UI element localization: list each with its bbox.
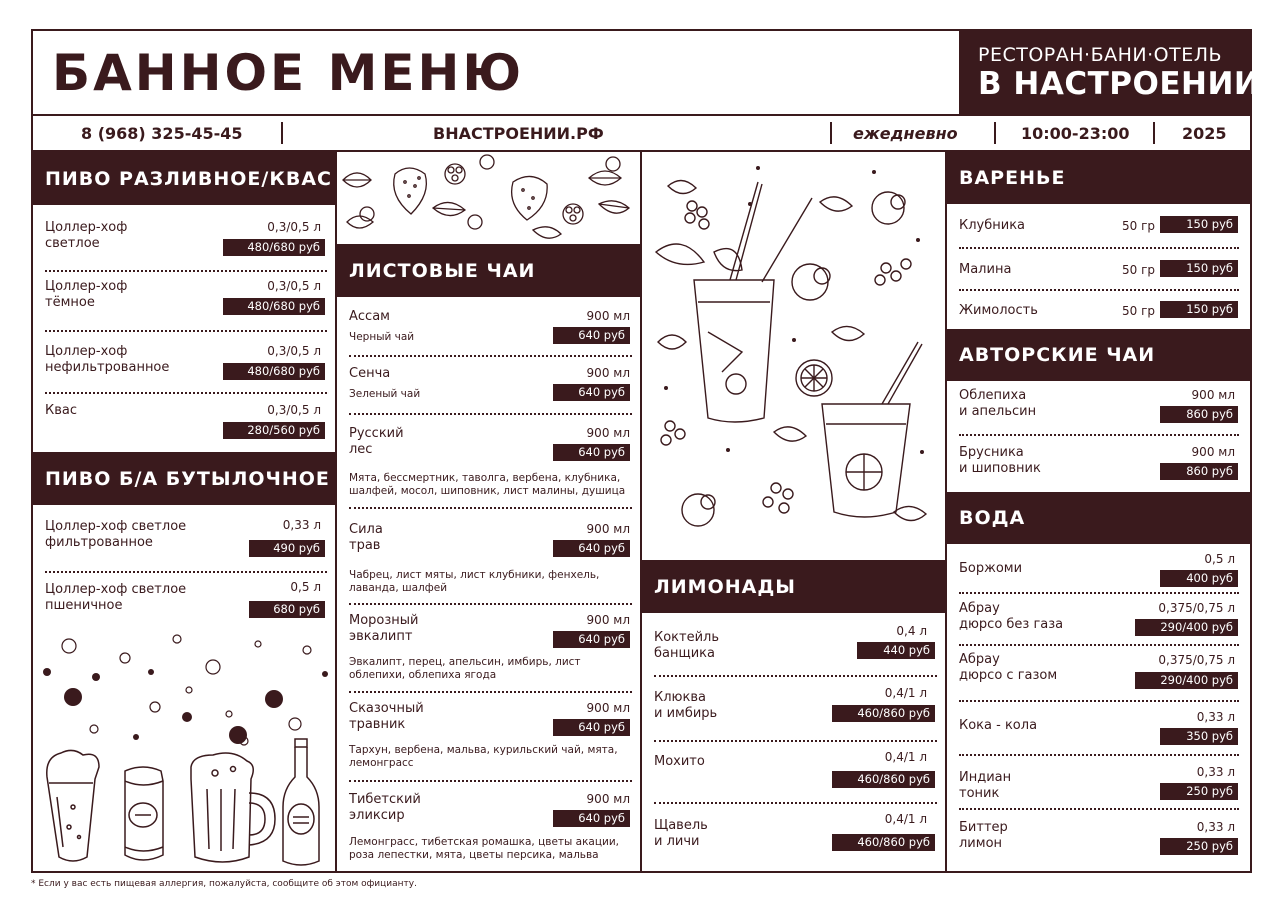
item-name: Кока - кола bbox=[959, 718, 1038, 733]
info-separator bbox=[281, 122, 283, 144]
item-volume: 900 мл bbox=[586, 426, 630, 440]
item-volume: 0,5 л bbox=[290, 580, 321, 594]
item-price: 460/860 руб bbox=[832, 771, 935, 788]
item-price: 640 руб bbox=[553, 384, 630, 401]
list-item bbox=[642, 686, 945, 731]
item-volume: 0,4 л bbox=[896, 624, 927, 638]
item-price: 640 руб bbox=[553, 631, 630, 648]
item-name: Ассам bbox=[349, 309, 390, 324]
item-price: 640 руб bbox=[553, 444, 630, 461]
item-volume: 0,3/0,5 л bbox=[267, 403, 321, 417]
list-item bbox=[337, 309, 640, 349]
item-price: 490 руб bbox=[249, 540, 325, 557]
item-name: Русский лес bbox=[349, 426, 404, 457]
page-title: БАННОЕ МЕНЮ bbox=[52, 44, 525, 102]
item-description: Лемонграсс, тибетская ромашка, цветы акации, роза лепестки, мята, цветы персика, мальва bbox=[349, 836, 619, 861]
dotted-separator bbox=[959, 289, 1239, 291]
brand-name: В НАСТРОЕНИИ bbox=[978, 66, 1261, 102]
column-lemonades bbox=[642, 152, 945, 871]
item-price: 480/680 руб bbox=[223, 239, 325, 256]
item-name: Коктейль банщика bbox=[654, 630, 720, 661]
dotted-separator bbox=[654, 675, 937, 677]
list-item bbox=[337, 701, 640, 776]
item-price: 860 руб bbox=[1160, 463, 1238, 480]
item-price: 440 руб bbox=[857, 642, 935, 659]
lychee-icon bbox=[682, 192, 905, 526]
raspberry-icon bbox=[360, 155, 620, 229]
list-item bbox=[642, 812, 945, 857]
year: 2025 bbox=[1182, 124, 1227, 143]
list-item bbox=[33, 217, 335, 267]
item-name: Облепиха и апельсин bbox=[959, 388, 1037, 419]
column-beer bbox=[33, 152, 335, 871]
list-item bbox=[947, 652, 1251, 692]
dotted-separator bbox=[45, 571, 327, 573]
item-price: 250 руб bbox=[1160, 783, 1238, 800]
item-name: Жимолость bbox=[959, 303, 1038, 318]
item-price: 290/400 руб bbox=[1135, 672, 1238, 689]
item-volume: 900 мл bbox=[1191, 388, 1235, 402]
dotted-separator bbox=[654, 740, 937, 742]
item-description: Чабрец, лист мяты, лист клубники, фенхель, лаванда, шалфей bbox=[349, 569, 600, 594]
dotted-separator bbox=[349, 603, 632, 605]
working-hours: 10:00-23:00 bbox=[1021, 124, 1130, 143]
item-volume: 0,33 л bbox=[1196, 820, 1235, 834]
item-volume: 0,375/0,75 л bbox=[1158, 601, 1235, 615]
list-item bbox=[33, 276, 335, 326]
item-volume: 0,5 л bbox=[1204, 552, 1235, 566]
item-volume: 900 мл bbox=[586, 522, 630, 536]
berry-branch-icon bbox=[661, 201, 911, 513]
dotted-separator bbox=[959, 808, 1239, 810]
item-price: 280/560 руб bbox=[223, 422, 325, 439]
item-volume: 0,33 л bbox=[1196, 765, 1235, 779]
item-price: 680 руб bbox=[249, 601, 325, 618]
brand-subtitle: РЕСТОРАН·БАНИ·ОТЕЛЬ bbox=[978, 44, 1223, 66]
item-price: 150 руб bbox=[1160, 216, 1238, 233]
list-item bbox=[642, 750, 945, 795]
item-volume: 0,375/0,75 л bbox=[1158, 653, 1235, 667]
item-name: Абрау дюрсо с газом bbox=[959, 652, 1058, 683]
beer-mug-icon bbox=[191, 753, 275, 862]
item-name: Цоллер-хоф тёмное bbox=[45, 279, 128, 310]
item-name: Сказочный травник bbox=[349, 701, 424, 732]
item-volume: 0,4/1 л bbox=[884, 812, 927, 826]
dotted-separator bbox=[349, 507, 632, 509]
item-name: Брусника и шиповник bbox=[959, 445, 1041, 476]
section-title-draft-beer: ПИВО РАЗЛИВНОЕ/КВАС bbox=[33, 152, 335, 205]
list-item bbox=[947, 388, 1251, 433]
item-volume: 0,4/1 л bbox=[884, 686, 927, 700]
list-item bbox=[947, 710, 1251, 750]
item-volume: 0,4/1 л bbox=[884, 750, 927, 764]
item-price: 640 руб bbox=[553, 719, 630, 736]
dotted-separator bbox=[45, 330, 327, 332]
item-price: 290/400 руб bbox=[1135, 619, 1238, 636]
item-name: Малина bbox=[959, 262, 1012, 277]
list-item bbox=[337, 366, 640, 406]
item-name: Боржоми bbox=[959, 561, 1023, 576]
list-item bbox=[947, 820, 1251, 860]
item-name: Индиан тоник bbox=[959, 770, 1012, 801]
dotted-separator bbox=[349, 413, 632, 415]
phone-number: 8 (968) 325-45-45 bbox=[81, 124, 243, 143]
item-name: Цоллер-хоф светлое пшеничное bbox=[45, 582, 187, 613]
list-item bbox=[947, 552, 1251, 592]
item-volume: 900 мл bbox=[1191, 445, 1235, 459]
item-name: Мохито bbox=[654, 754, 705, 769]
item-name: Клюква и имбирь bbox=[654, 690, 718, 721]
item-subtitle: Зеленый чай bbox=[349, 388, 421, 400]
item-volume: 50 гр bbox=[1122, 304, 1156, 318]
lemonade-glass-icon bbox=[656, 182, 812, 422]
list-item bbox=[337, 613, 640, 688]
dotted-separator bbox=[959, 592, 1239, 594]
item-name: Цоллер-хоф нефильтрованное bbox=[45, 344, 170, 375]
item-price: 460/860 руб bbox=[832, 705, 935, 722]
item-price: 460/860 руб bbox=[832, 834, 935, 851]
bubbles-decoration bbox=[33, 632, 335, 752]
item-volume: 900 мл bbox=[586, 366, 630, 380]
allergy-footnote: * Если у вас есть пищевая аллергия, пожалуйста, сообщите об этом официанту. bbox=[31, 879, 417, 889]
item-description: Тархун, вербена, мальва, курильский чай, мята, лемонграсс bbox=[349, 744, 618, 769]
berries-decoration bbox=[337, 152, 640, 242]
column-jam-water bbox=[947, 152, 1251, 871]
item-name: Квас bbox=[45, 403, 78, 418]
item-price: 350 руб bbox=[1160, 728, 1238, 745]
info-bar bbox=[33, 114, 1251, 152]
mint-leaf-icon bbox=[343, 171, 629, 238]
brand-block bbox=[959, 31, 1261, 114]
dotted-separator bbox=[349, 780, 632, 782]
item-description: Мята, бессмертник, таволга, вербена, клубника, шалфей, мосол, шиповник, лист малины, душица bbox=[349, 472, 626, 497]
section-title-bottled-beer: ПИВО Б/А БУТЫЛОЧНОЕ bbox=[33, 452, 335, 505]
item-price: 480/680 руб bbox=[223, 298, 325, 315]
item-price: 640 руб bbox=[553, 540, 630, 557]
strawberry-icon bbox=[394, 168, 427, 214]
info-separator bbox=[994, 122, 996, 144]
list-item bbox=[33, 400, 335, 440]
item-name: Сила трав bbox=[349, 522, 383, 553]
item-name: Тибетский эликсир bbox=[349, 792, 421, 823]
item-name: Цоллер-хоф светлое фильтрованное bbox=[45, 519, 187, 550]
item-volume: 0,33 л bbox=[1196, 710, 1235, 724]
info-separator bbox=[1153, 122, 1155, 144]
list-item bbox=[337, 426, 640, 501]
dotted-separator bbox=[654, 802, 937, 804]
item-price: 480/680 руб bbox=[223, 363, 325, 380]
lemon-slice-icon bbox=[796, 360, 832, 396]
section-title-leaf-teas: ЛИСТОВЫЕ ЧАИ bbox=[337, 244, 640, 297]
item-volume: 900 мл bbox=[586, 613, 630, 627]
item-price: 150 руб bbox=[1160, 301, 1238, 318]
list-item bbox=[337, 792, 640, 867]
dotted-separator bbox=[45, 270, 327, 272]
strawberry-icon bbox=[512, 176, 548, 220]
item-volume: 50 гр bbox=[1122, 219, 1156, 233]
item-name: Морозный эвкалипт bbox=[349, 613, 419, 644]
dotted-separator bbox=[959, 754, 1239, 756]
list-item bbox=[642, 624, 945, 669]
beer-bottle-icon bbox=[283, 739, 319, 865]
title-block bbox=[33, 31, 959, 114]
list-item bbox=[33, 579, 335, 624]
list-item bbox=[33, 516, 335, 566]
item-name: Цоллер-хоф светлое bbox=[45, 220, 128, 251]
item-description: Эвкалипт, перец, апельсин, имбирь, лист облепихи, облепиха ягода bbox=[349, 656, 581, 681]
website: ВНАСТРОЕНИИ.РФ bbox=[433, 124, 604, 143]
item-price: 640 руб bbox=[553, 327, 630, 344]
column-leaf-teas bbox=[337, 152, 640, 871]
item-price: 150 руб bbox=[1160, 260, 1238, 277]
list-item bbox=[947, 214, 1251, 244]
list-item bbox=[947, 299, 1251, 329]
item-volume: 50 гр bbox=[1122, 263, 1156, 277]
beer-glass-icon bbox=[47, 750, 99, 861]
working-days: ежедневно bbox=[853, 124, 958, 143]
item-volume: 900 мл bbox=[586, 309, 630, 323]
dotted-separator bbox=[959, 434, 1239, 436]
item-name: Биттер лимон bbox=[959, 820, 1008, 851]
list-item bbox=[947, 601, 1251, 641]
beer-drawings bbox=[43, 737, 333, 872]
list-item bbox=[947, 765, 1251, 805]
item-volume: 0,3/0,5 л bbox=[267, 220, 321, 234]
item-price: 250 руб bbox=[1160, 838, 1238, 855]
dotted-separator bbox=[349, 691, 632, 693]
section-title-water: ВОДА bbox=[947, 492, 1251, 544]
item-volume: 900 мл bbox=[586, 701, 630, 715]
list-item bbox=[947, 445, 1251, 490]
list-item bbox=[947, 258, 1251, 288]
dotted-separator bbox=[959, 644, 1239, 646]
beer-can-icon bbox=[125, 767, 163, 860]
item-name: Абрау дюрсо без газа bbox=[959, 601, 1064, 632]
item-price: 860 руб bbox=[1160, 406, 1238, 423]
lemonade-drawings bbox=[642, 152, 945, 552]
item-name: Клубника bbox=[959, 218, 1026, 233]
item-volume: 0,3/0,5 л bbox=[267, 344, 321, 358]
list-item bbox=[337, 522, 640, 597]
list-item bbox=[33, 341, 335, 391]
dotted-separator bbox=[349, 355, 632, 357]
section-title-author-teas: АВТОРСКИЕ ЧАИ bbox=[947, 329, 1251, 381]
item-subtitle: Черный чай bbox=[349, 331, 415, 343]
dotted-separator bbox=[959, 700, 1239, 702]
item-name: Сенча bbox=[349, 366, 391, 381]
section-title-lemonades: ЛИМОНАДЫ bbox=[642, 560, 945, 613]
item-price: 400 руб bbox=[1160, 570, 1238, 587]
dotted-separator bbox=[45, 392, 327, 394]
section-title-jam: ВАРЕНЬЕ bbox=[947, 152, 1251, 204]
item-name: Щавель и личи bbox=[654, 818, 708, 849]
dotted-separator bbox=[959, 247, 1239, 249]
item-volume: 900 мл bbox=[586, 792, 630, 806]
item-price: 640 руб bbox=[553, 810, 630, 827]
info-separator bbox=[830, 122, 832, 144]
lemonade-glass-icon bbox=[822, 342, 922, 517]
item-volume: 0,33 л bbox=[282, 518, 321, 532]
item-volume: 0,3/0,5 л bbox=[267, 279, 321, 293]
